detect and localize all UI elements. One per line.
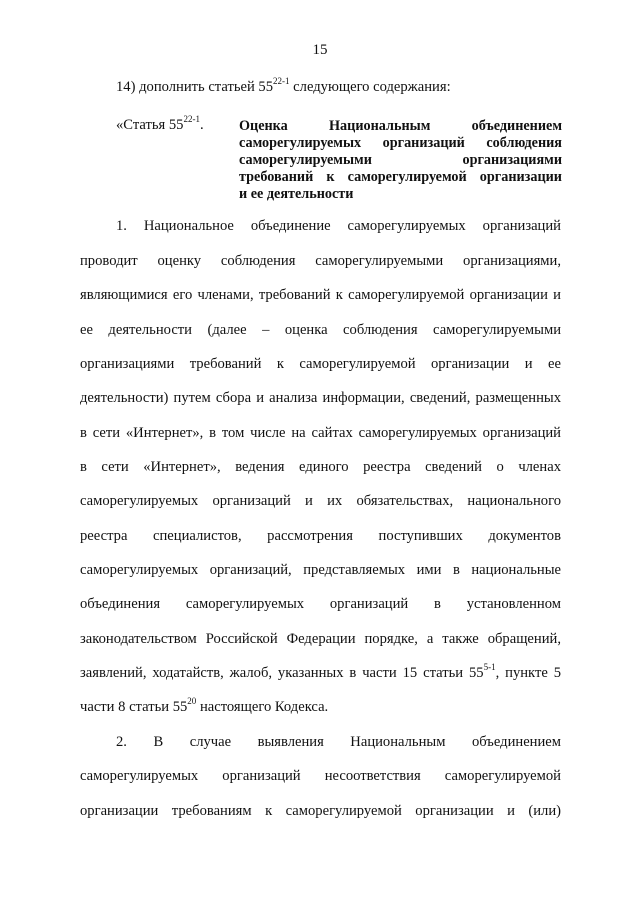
paragraph-1-line: в сети «Интернет», в том числе на сайтах саморегулируемых организаций xyxy=(80,425,561,441)
paragraph-1-line: ее деятельности (далее – оценка соблюдения саморегулируемыми xyxy=(80,322,561,338)
paragraph-2-line: 2. В случае выявления Национальным объединением xyxy=(116,734,561,750)
page-number: 15 xyxy=(312,42,328,58)
amendment-intro-sup: 22-1 xyxy=(273,76,290,87)
paragraph-2-line: саморегулируемых организаций несоответствия саморегулируемой xyxy=(80,768,561,784)
article-label xyxy=(116,116,204,134)
amendment-intro-prefix: 14) дополнить статьей 55 xyxy=(116,79,274,95)
paragraph-1-line: саморегулируемых организаций, представляемых ими в национальные xyxy=(80,562,561,578)
paragraph-1-line xyxy=(80,698,561,716)
paragraph-1-line-sup: 20 xyxy=(187,696,197,707)
paragraph-2-line: организации требованиям к саморегулируемой организации и (или) xyxy=(80,803,561,819)
paragraph-1-line-prefix: заявлений, ходатайств, жалоб, указанных в части 15 статьи 55 xyxy=(80,665,484,681)
amendment-intro-suffix: следующего содержания: xyxy=(289,79,451,95)
article-title-line: саморегулируемых организаций соблюдения xyxy=(239,135,562,151)
article-label-sup: 22-1 xyxy=(183,114,200,125)
paragraph-1-line: в сети «Интернет», ведения единого реестра сведений о членах xyxy=(80,459,561,475)
paragraph-1-line: деятельности) путем сбора и анализа информации, сведений, размещенных xyxy=(80,390,561,406)
paragraph-1-line-suffix: , пункте 5 xyxy=(495,665,561,681)
article-title-line: саморегулируемыми организациями xyxy=(239,152,562,168)
paragraph-1-line xyxy=(80,664,561,682)
paragraph-1-line: проводит оценку соблюдения саморегулируемыми организациями, xyxy=(80,253,561,269)
article-title-line: и ее деятельности xyxy=(239,186,354,202)
paragraph-1-line-sup: 5-1 xyxy=(483,662,496,673)
paragraph-1-line-suffix: настоящего Кодекса. xyxy=(196,699,329,715)
article-label-suffix: . xyxy=(199,117,204,133)
paragraph-1-line: саморегулируемых организаций и их обязательствах, национального xyxy=(80,493,561,509)
paragraph-1-line: законодательством Российской Федерации порядке, а также обращений, xyxy=(80,631,561,647)
paragraph-1-line: объединения саморегулируемых организаций в установленном xyxy=(80,596,561,612)
paragraph-1-line: являющимися его членами, требований к саморегулируемой организации и xyxy=(80,287,561,303)
paragraph-1-line: реестра специалистов, рассмотрения поступивших документов xyxy=(80,528,561,544)
article-title-line: Оценка Национальным объединением xyxy=(239,118,562,134)
paragraph-1-line-prefix: части 8 статьи 55 xyxy=(80,699,188,715)
article-label-prefix: «Статья 55 xyxy=(116,117,184,133)
paragraph-1-line: организациями требований к саморегулируемой организации и ее xyxy=(80,356,561,372)
amendment-intro xyxy=(116,78,556,96)
paragraph-1-line: 1. Национальное объединение саморегулируемых организаций xyxy=(116,218,561,234)
article-title-line: требований к саморегулируемой организации xyxy=(239,169,562,185)
